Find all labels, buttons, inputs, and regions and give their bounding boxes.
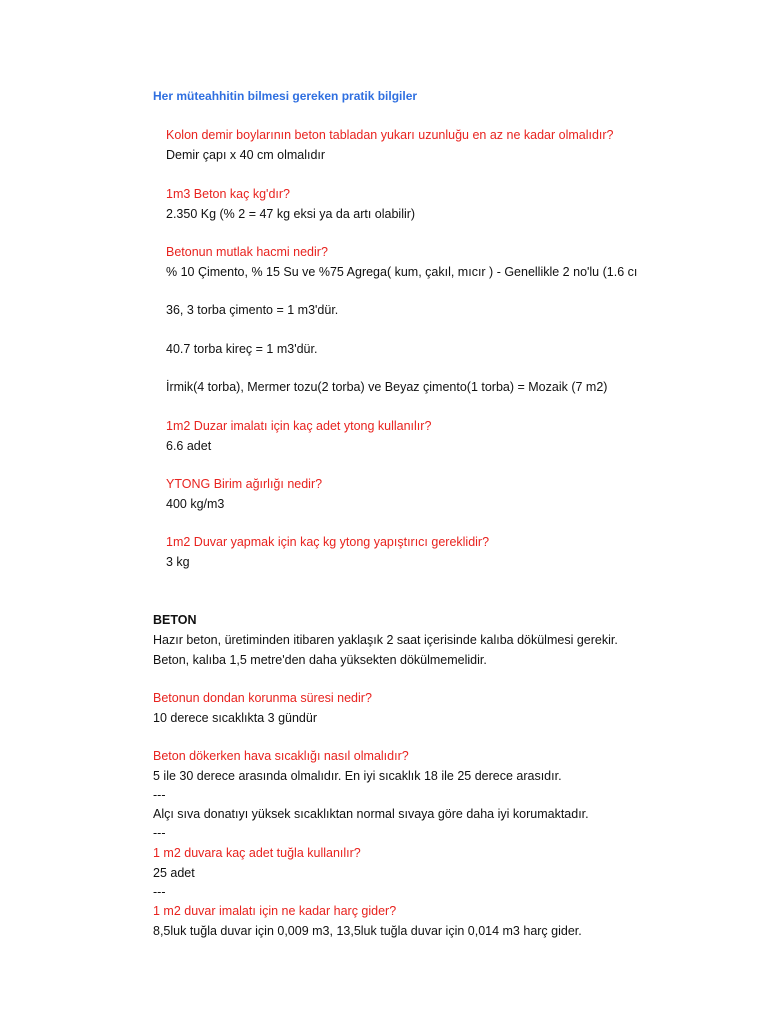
answer-absolute-volume: % 10 Çimento, % 15 Su ve %75 Agrega( kum, çakıl, mıcır ) - Genellikle 2 no'lu (1.6 cı (166, 265, 638, 279)
answer-column-rebar-length: Demir çapı x 40 cm olmalıdır (166, 148, 326, 162)
answer-ytong-count: 6.6 adet (166, 439, 212, 453)
question-ytong-count: 1m2 Duzar imalatı için kaç adet ytong kullanılır? (166, 419, 432, 433)
answer-bricks-per-m2: 25 adet (153, 866, 195, 880)
separator: --- (153, 788, 166, 802)
question-concrete-weight: 1m3 Beton kaç kg'dır? (166, 187, 290, 201)
question-pour-temperature: Beton dökerken hava sıcaklığı nasıl olmalıdır? (153, 749, 409, 763)
question-ytong-adhesive: 1m2 Duvar yapmak için kaç kg ytong yapıştırıcı gereklidir? (166, 535, 490, 549)
question-column-rebar-length: Kolon demir boylarının beton tabladan yukarı uzunluğu en az ne kadar olmalıdır? (166, 128, 614, 142)
question-mortar-per-m2: 1 m2 duvar imalatı için ne kadar harç gider? (153, 904, 397, 918)
fact-lime-bags: 40.7 torba kireç = 1 m3'dür. (166, 342, 318, 356)
question-absolute-volume: Betonun mutlak hacmi nedir? (166, 245, 328, 259)
section-heading-beton: BETON (153, 613, 197, 627)
answer-mortar-per-m2: 8,5luk tuğla duvar için 0,009 m3, 13,5luk tuğla duvar için 0,014 m3 harç gider. (153, 924, 582, 938)
question-frost-protection: Betonun dondan korunma süresi nedir? (153, 691, 372, 705)
note-gypsum-plaster: Alçı sıva donatıyı yüksek sıcaklıktan normal sıvaya göre daha iyi korumaktadır. (153, 807, 589, 821)
beton-intro-line-2: Beton, kalıba 1,5 metre'den daha yüksekten dökülmemelidir. (153, 653, 487, 667)
answer-ytong-adhesive: 3 kg (166, 555, 190, 569)
document-title: Her müteahhitin bilmesi gereken pratik bilgiler (153, 89, 418, 103)
answer-pour-temperature: 5 ile 30 derece arasında olmalıdır. En iyi sıcaklık 18 ile 25 derece arasıdır. (153, 769, 562, 783)
answer-frost-protection: 10 derece sıcaklıkta 3 gündür (153, 711, 317, 725)
question-bricks-per-m2: 1 m2 duvara kaç adet tuğla kullanılır? (153, 846, 361, 860)
answer-ytong-unit-weight: 400 kg/m3 (166, 497, 225, 511)
separator: --- (153, 885, 166, 899)
fact-cement-bags: 36, 3 torba çimento = 1 m3'dür. (166, 303, 339, 317)
question-ytong-unit-weight: YTONG Birim ağırlığı nedir? (166, 477, 323, 491)
beton-intro-line-1: Hazır beton, üretiminden itibaren yaklaşık 2 saat içerisinde kalıba dökülmesi gerekir. (153, 633, 618, 647)
separator: --- (153, 826, 166, 840)
fact-mosaic-mix: İrmik(4 torba), Mermer tozu(2 torba) ve Beyaz çimento(1 torba) = Mozaik (7 m2) (166, 380, 608, 394)
answer-concrete-weight: 2.350 Kg (% 2 = 47 kg eksi ya da artı olabilir) (166, 207, 416, 221)
